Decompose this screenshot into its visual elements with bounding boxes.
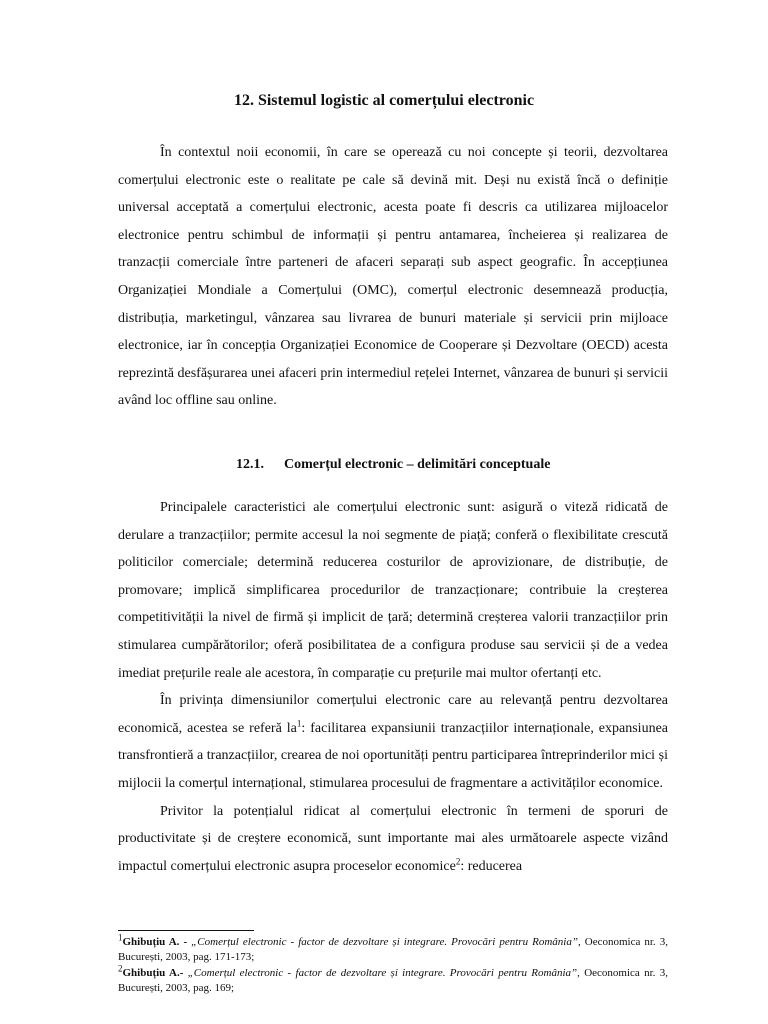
- paragraph-characteristics: Principalele caracteristici ale comerțului electronic sunt: asigură o viteză ridicată de derulare a tranzacțiilor; permite accesul la noi segmente de piață; conferă o flexibilitate crescută politicilor comerciale; determină reducerea costurilor de aprovizionare, de distribuție, de promovare; implică simplificarea procedurilor de tranzacționare; contribuie la creșterea competitivității la nivel de firmă și implicit de țară; determină creșterea valorii tranzacțiilor prin stimularea cumpărătorilor; oferă posibilitatea de a configura produse sau servicii și de a vedea imediat prețurile reale ale acestora, în comparație cu prețurile mai multor ofertanți etc.: [118, 500, 668, 681]
- footnote-details: , Oeconomica nr. 3, București, 2003, pag. 169;: [118, 967, 668, 994]
- footnote-ref-1[interactable]: 1: [296, 718, 302, 729]
- body-block: [118, 494, 668, 880]
- paragraph-potential-text: Privitor la potențialul ridicat al comerțului electronic în termeni de sporuri de productivitate și de creștere economică, sunt importante mai ales următoarele aspecte vizând impactul comerțului electronic asupra proceselor economice: [118, 803, 668, 874]
- paragraph-dimensions: [118, 687, 668, 797]
- paragraph-potential-text-end: : reducerea: [460, 858, 523, 874]
- footnote-mark: 2: [118, 963, 123, 974]
- section-heading: [236, 457, 550, 473]
- footnote-details: , Oeconomica nr. 3, București, 2003, pag. 171-173;: [118, 936, 668, 963]
- intro-block: [118, 139, 668, 415]
- footnote-work: „Comerțul electronic - factor de dezvoltare și integrare. Provocări pentru România”: [183, 967, 578, 979]
- chapter-title: 12. Sistemul logistic al comerțului electronic: [233, 92, 535, 109]
- section-title: Comerțul electronic – delimitări conceptuale: [284, 457, 551, 472]
- footnote-work: „Comerțul electronic - factor de dezvoltare și integrare. Provocări pentru România”: [187, 936, 578, 948]
- footnote-mark: 1: [118, 932, 123, 943]
- footnote-author: Ghibuțiu A. -: [122, 936, 188, 948]
- paragraph-potential: [118, 798, 668, 881]
- paragraph-dimensions-text: În privința dimensiunilor comerțului electronic care au relevanță pentru dezvoltarea economică, acestea se referă la: [118, 693, 668, 736]
- footnote-ref-2[interactable]: 2: [455, 856, 461, 867]
- footnote-author: Ghibuțiu A.-: [122, 967, 184, 979]
- footnote-divider: [118, 930, 254, 931]
- intro-paragraph: În contextul noii economii, în care se operează cu noi concepte și teorii, dezvoltarea comerțului electronic este o realitate pe cale să devină mit. Deși nu există încă o definiție universal acceptată a comerțului electronic, acesta poate fi descris ca utilizarea mijloacelor electronice pentru schimbul de informații și pentru antamarea, încheierea și realizarea de tranzacții comerciale între parteneri de afaceri separați sub aspect geografic. În accepțiunea Organizației Mondiale a Comerțului (OMC), comerțul electronic desemnează producția, distribuția, marketingul, vânzarea sau livrarea de bunuri materiale și servicii prin mijloace electronice, iar în concepția Organizației Economice de Cooperare și Dezvoltare (OECD) acesta reprezintă desfășurarea unei afaceri prin intermediul rețelei Internet, vânzarea de bunuri și servicii având loc offline sau online.: [118, 145, 668, 409]
- footnote-2: [118, 963, 668, 996]
- section-number: 12.1.: [236, 457, 264, 472]
- footnote-1: [118, 932, 668, 965]
- paragraph-dimensions-text-end: : facilitarea expansiunii tranzacțiilor internaționale, expansiunea transfrontieră a tranzacțiilor, crearea de noi oportunități pentru participarea întreprinderilor mici și mijlocii la comerțul internațional, stimularea procesului de fragmentare a activităților economice.: [118, 720, 668, 791]
